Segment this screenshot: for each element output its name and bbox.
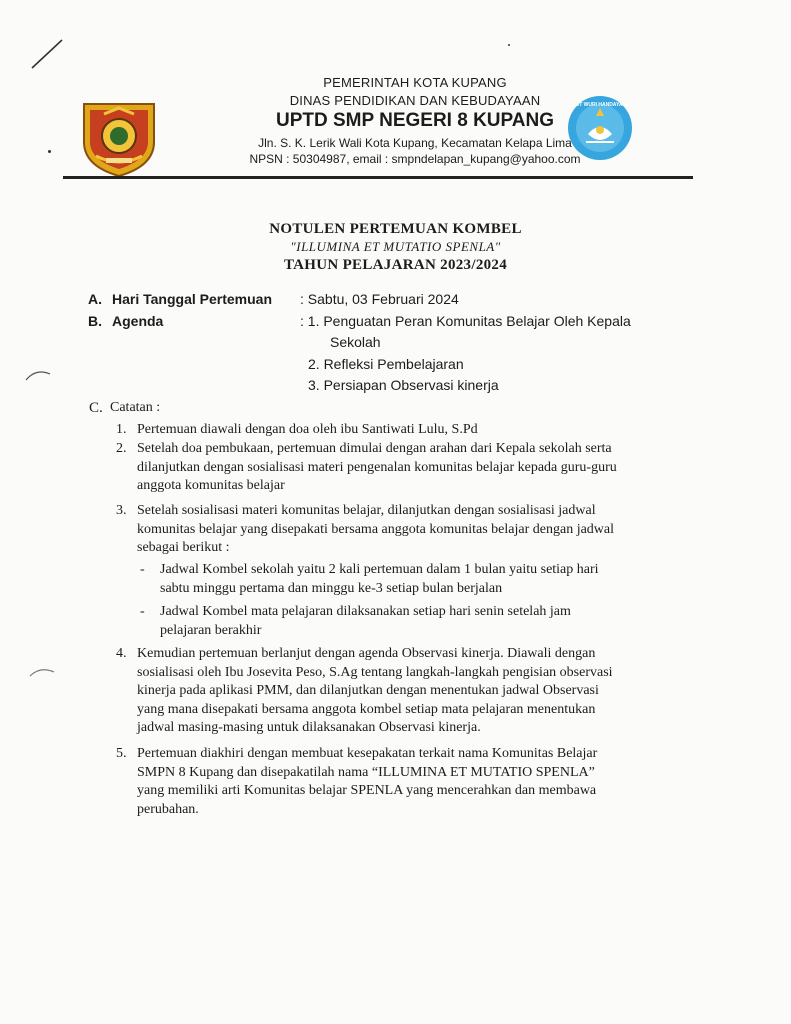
pen-stroke-mark	[28, 36, 68, 72]
field-b-marker: B.	[88, 313, 102, 329]
agenda-item-1: : 1. Penguatan Peran Komunitas Belajar Oleh Kepala	[300, 313, 631, 329]
field-b-label: Agenda	[112, 313, 164, 329]
note-item-4	[137, 645, 682, 738]
field-a-label: Hari Tanggal Pertemuan	[112, 291, 273, 307]
note-line: pelajaran berakhir	[160, 622, 262, 638]
note-line: Jadwal Kombel sekolah yaitu 2 kali pertemuan dalam 1 bulan yaitu setiap hari	[160, 562, 599, 577]
field-a-marker: A.	[88, 291, 102, 307]
note-line: sosialisasi oleh Ibu Josevita Peso, S.Ag tentang langkah-langkah pengisian observasi	[137, 664, 613, 680]
sub-bullet-dash: -	[140, 604, 145, 619]
note-line: Setelah doa pembukaan, pertemuan dimulai dengan arahan dari Kepala sekolah serta	[137, 441, 612, 456]
note-number: 2.	[116, 441, 127, 456]
note-number: 3.	[116, 503, 127, 518]
agenda-item-3: 3. Persiapan Observasi kinerja	[308, 377, 499, 393]
field-a-value: : Sabtu, 03 Februari 2024	[300, 291, 459, 307]
kota-kupang-emblem	[76, 96, 162, 180]
scan-dot	[508, 44, 510, 46]
agenda-item-2: 2. Refleksi Pembelajaran	[308, 356, 464, 372]
agenda-item-1-cont: Sekolah	[330, 334, 381, 350]
note-line: anggota komunitas belajar	[137, 478, 285, 493]
note-line: Pertemuan diakhiri dengan membuat kesepakatan terkait nama Komunitas Belajar	[137, 746, 598, 761]
note-line: SMPN 8 Kupang dan disepakatilah nama “ILLUMINA ET MUTATIO SPENLA”	[137, 764, 595, 780]
letterhead-address: Jln. S. K. Lerik Wali Kota Kupang, Kecamatan Kelapa Lima	[258, 136, 572, 150]
note-line: sebagai berikut :	[137, 540, 230, 555]
letterhead-school-name: UPTD SMP NEGERI 8 KUPANG	[275, 110, 554, 131]
note-line: sabtu minggu pertama dan minggu ke-3 setiap bulan berjalan	[160, 580, 503, 596]
note-number: 4.	[116, 646, 127, 661]
note-number: 5.	[116, 746, 127, 761]
notes-marker: C.	[89, 400, 103, 416]
schedule-item-school	[160, 561, 680, 598]
note-item-3	[137, 502, 682, 558]
logo-caption: TUT WURI HANDAYANI	[572, 102, 628, 108]
note-item-2	[137, 440, 682, 496]
letterhead-contact: NPSN : 50304987, email : smpndelapan_kupang@yahoo.com	[249, 152, 581, 166]
note-line: yang mana disepakati bersama anggota kombel setiap mata pelajaran menentukan	[137, 701, 596, 717]
note-line: Pertemuan diawali dengan doa oleh ibu Santiwati Lulu, S.Pd	[137, 422, 478, 437]
note-line: Setelah sosialisasi materi komunitas belajar, dilanjutkan dengan sosialisasi jadwal	[137, 503, 596, 518]
note-line: Jadwal Kombel mata pelajaran dilaksanakan setiap hari senin setelah jam	[160, 604, 571, 619]
scan-dot	[48, 150, 51, 153]
community-name: "ILLUMINA ET MUTATIO SPENLA"	[290, 239, 501, 254]
letterhead-divider	[63, 176, 693, 179]
note-line: dilanjutkan dengan sosialisasi materi pengenalan komunitas belajar kepada guru-guru	[137, 459, 617, 475]
letterhead-agency: DINAS PENDIDIKAN DAN KEBUDAYAAN	[289, 93, 541, 108]
document-title: NOTULEN PERTEMUAN KOMBEL	[269, 221, 522, 237]
schedule-item-subject	[160, 603, 680, 640]
academic-year: TAHUN PELAJARAN 2023/2024	[283, 257, 508, 273]
letterhead-government: PEMERINTAH KOTA KUPANG	[323, 75, 507, 90]
note-line: kinerja pada aplikasi PMM, dan dilanjutkan dengan menentukan jadwal Observasi	[137, 683, 599, 698]
note-line: Kemudian pertemuan berlanjut dengan agenda Observasi kinerja. Diawali dengan	[137, 646, 596, 661]
note-item-1	[137, 421, 677, 440]
note-line: jadwal masing-masing untuk dilaksanakan Observasi kinerja.	[137, 720, 481, 735]
note-line: perubahan.	[137, 801, 199, 817]
note-line: yang memiliki arti Komunitas belajar SPENLA yang mencerahkan dan membawa	[137, 783, 597, 798]
notes-heading: Catatan :	[110, 400, 161, 415]
note-number: 1.	[116, 422, 127, 437]
margin-curve-mark	[24, 364, 54, 384]
sub-bullet-dash: -	[140, 562, 145, 577]
note-item-5	[137, 745, 682, 819]
margin-curve-mark	[28, 662, 58, 682]
note-line: komunitas belajar yang disepakati bersama anggota komunitas belajar dengan jadwal	[137, 521, 615, 537]
